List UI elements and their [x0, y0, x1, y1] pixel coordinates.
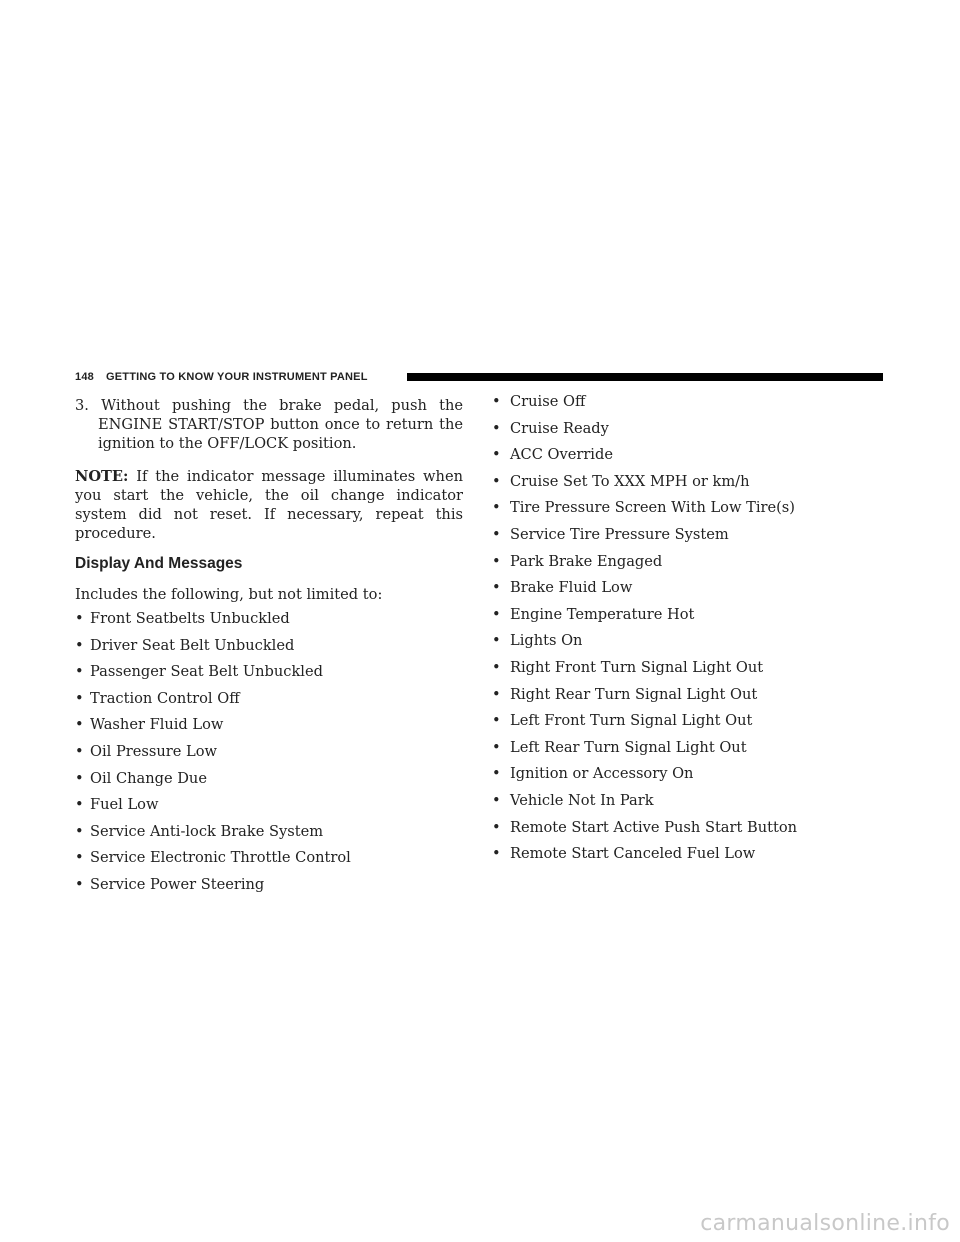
list-item-label: Service Tire Pressure System — [510, 525, 729, 543]
list-item — [75, 742, 463, 769]
list-item-label: Washer Fluid Low — [90, 716, 224, 734]
header-rule-bar — [407, 373, 883, 381]
list-item-label: Right Front Turn Signal Light Out — [510, 658, 764, 676]
bullet-icon: • — [492, 499, 501, 517]
bullet-icon: • — [492, 579, 501, 597]
bullet-icon: • — [492, 552, 501, 570]
bullet-icon: • — [492, 419, 501, 437]
note-label: NOTE: — [75, 468, 129, 485]
bullet-icon: • — [75, 663, 84, 681]
list-item — [492, 392, 892, 419]
bullet-icon: • — [492, 605, 501, 623]
list-item-label: Remote Start Active Push Start Button — [510, 818, 798, 836]
list-item-label: Remote Start Canceled Fuel Low — [510, 845, 756, 863]
page-header — [75, 369, 883, 385]
list-item-label: Left Rear Turn Signal Light Out — [510, 738, 747, 756]
bullet-icon: • — [492, 685, 501, 703]
list-item-label: Ignition or Accessory On — [510, 765, 694, 783]
list-item — [75, 822, 463, 849]
list-item-label: Left Front Turn Signal Light Out — [510, 712, 753, 730]
section-title: Display And Messages — [75, 555, 243, 572]
list-item — [75, 715, 463, 742]
bullet-icon: • — [75, 636, 84, 654]
list-item-label: Right Rear Turn Signal Light Out — [510, 685, 758, 703]
list-item — [492, 844, 892, 871]
list-item-label: Tire Pressure Screen With Low Tire(s) — [510, 499, 795, 517]
list-item-label: Oil Pressure Low — [90, 742, 217, 760]
list-item-label: Service Electronic Throttle Control — [90, 849, 351, 867]
list-item-label: Engine Temperature Hot — [510, 605, 695, 623]
list-item — [75, 689, 463, 716]
bullet-icon: • — [492, 525, 501, 543]
list-item — [75, 795, 463, 822]
watermark: carmanualsonline.info — [700, 1211, 950, 1236]
list-item — [492, 552, 892, 579]
bullet-icon: • — [75, 849, 84, 867]
list-item — [492, 498, 892, 525]
bullet-icon: • — [492, 658, 501, 676]
list-item-label: Cruise Set To XXX MPH or km/h — [510, 472, 750, 490]
list-item-label: Fuel Low — [90, 796, 159, 814]
bullet-icon: • — [492, 765, 501, 783]
list-item — [492, 791, 892, 818]
list-item — [75, 875, 463, 902]
list-item-label: Cruise Ready — [510, 419, 609, 437]
left-column — [75, 396, 463, 902]
list-item — [492, 419, 892, 446]
list-item-label: ACC Override — [510, 446, 613, 464]
list-item-label: Cruise Off — [510, 393, 586, 410]
note-text: If the indicator message illuminates when you start the vehicle, the oil change indicator system did not reset. If necessary, repeat this procedure. — [75, 468, 463, 542]
list-item — [492, 818, 892, 845]
list-item — [492, 658, 892, 685]
list-item-label: Front Seatbelts Unbuckled — [90, 610, 290, 627]
list-item-label: Oil Change Due — [90, 769, 207, 787]
list-item-label: Traction Control Off — [90, 689, 240, 707]
list-item — [492, 472, 892, 499]
list-item-label: Service Anti-lock Brake System — [90, 822, 324, 840]
bullet-icon: • — [75, 769, 84, 787]
bullet-icon: • — [492, 738, 501, 756]
bullet-icon: • — [75, 716, 84, 734]
bullet-icon: • — [492, 632, 501, 650]
bullet-icon: • — [75, 796, 84, 814]
list-item-label: Vehicle Not In Park — [510, 791, 654, 809]
list-item — [492, 711, 892, 738]
list-item — [492, 685, 892, 712]
list-item — [75, 609, 463, 636]
bullet-icon: • — [492, 446, 501, 464]
list-item — [492, 445, 892, 472]
bullet-icon: • — [75, 742, 84, 760]
bullet-icon: • — [492, 845, 501, 863]
bullet-icon: • — [492, 791, 501, 809]
list-item-label: Brake Fluid Low — [510, 579, 633, 597]
bullet-icon: • — [492, 712, 501, 730]
list-item — [492, 605, 892, 632]
right-message-list — [492, 392, 892, 871]
left-message-list — [75, 609, 463, 902]
bullet-icon: • — [75, 822, 84, 840]
list-item — [492, 764, 892, 791]
page-number: 148 — [75, 371, 94, 383]
list-item — [75, 848, 463, 875]
section-intro: Includes the following, but not limited to: — [75, 586, 383, 603]
list-item — [75, 662, 463, 689]
step-3-text: 3. Without pushing the brake pedal, push the ENGINE START/STOP button once to return the ignition to the OFF/LOCK position. — [75, 397, 463, 452]
list-item-label: Lights On — [510, 632, 583, 650]
bullet-icon: • — [492, 393, 501, 410]
list-item — [492, 578, 892, 605]
list-item — [75, 636, 463, 663]
list-item-label: Passenger Seat Belt Unbuckled — [90, 663, 323, 681]
bullet-icon: • — [75, 610, 84, 627]
bullet-icon: • — [75, 689, 84, 707]
list-item-label: Driver Seat Belt Unbuckled — [90, 636, 295, 654]
list-item — [492, 738, 892, 765]
list-item — [492, 525, 892, 552]
list-item — [492, 631, 892, 658]
bullet-icon: • — [75, 875, 84, 893]
chapter-title: GETTING TO KNOW YOUR INSTRUMENT PANEL — [106, 371, 368, 383]
list-item-label: Park Brake Engaged — [510, 552, 663, 570]
bullet-icon: • — [492, 472, 501, 490]
list-item — [75, 769, 463, 796]
bullet-icon: • — [492, 818, 501, 836]
list-item-label: Service Power Steering — [90, 875, 265, 893]
note-paragraph — [75, 467, 463, 543]
right-column — [492, 392, 892, 871]
